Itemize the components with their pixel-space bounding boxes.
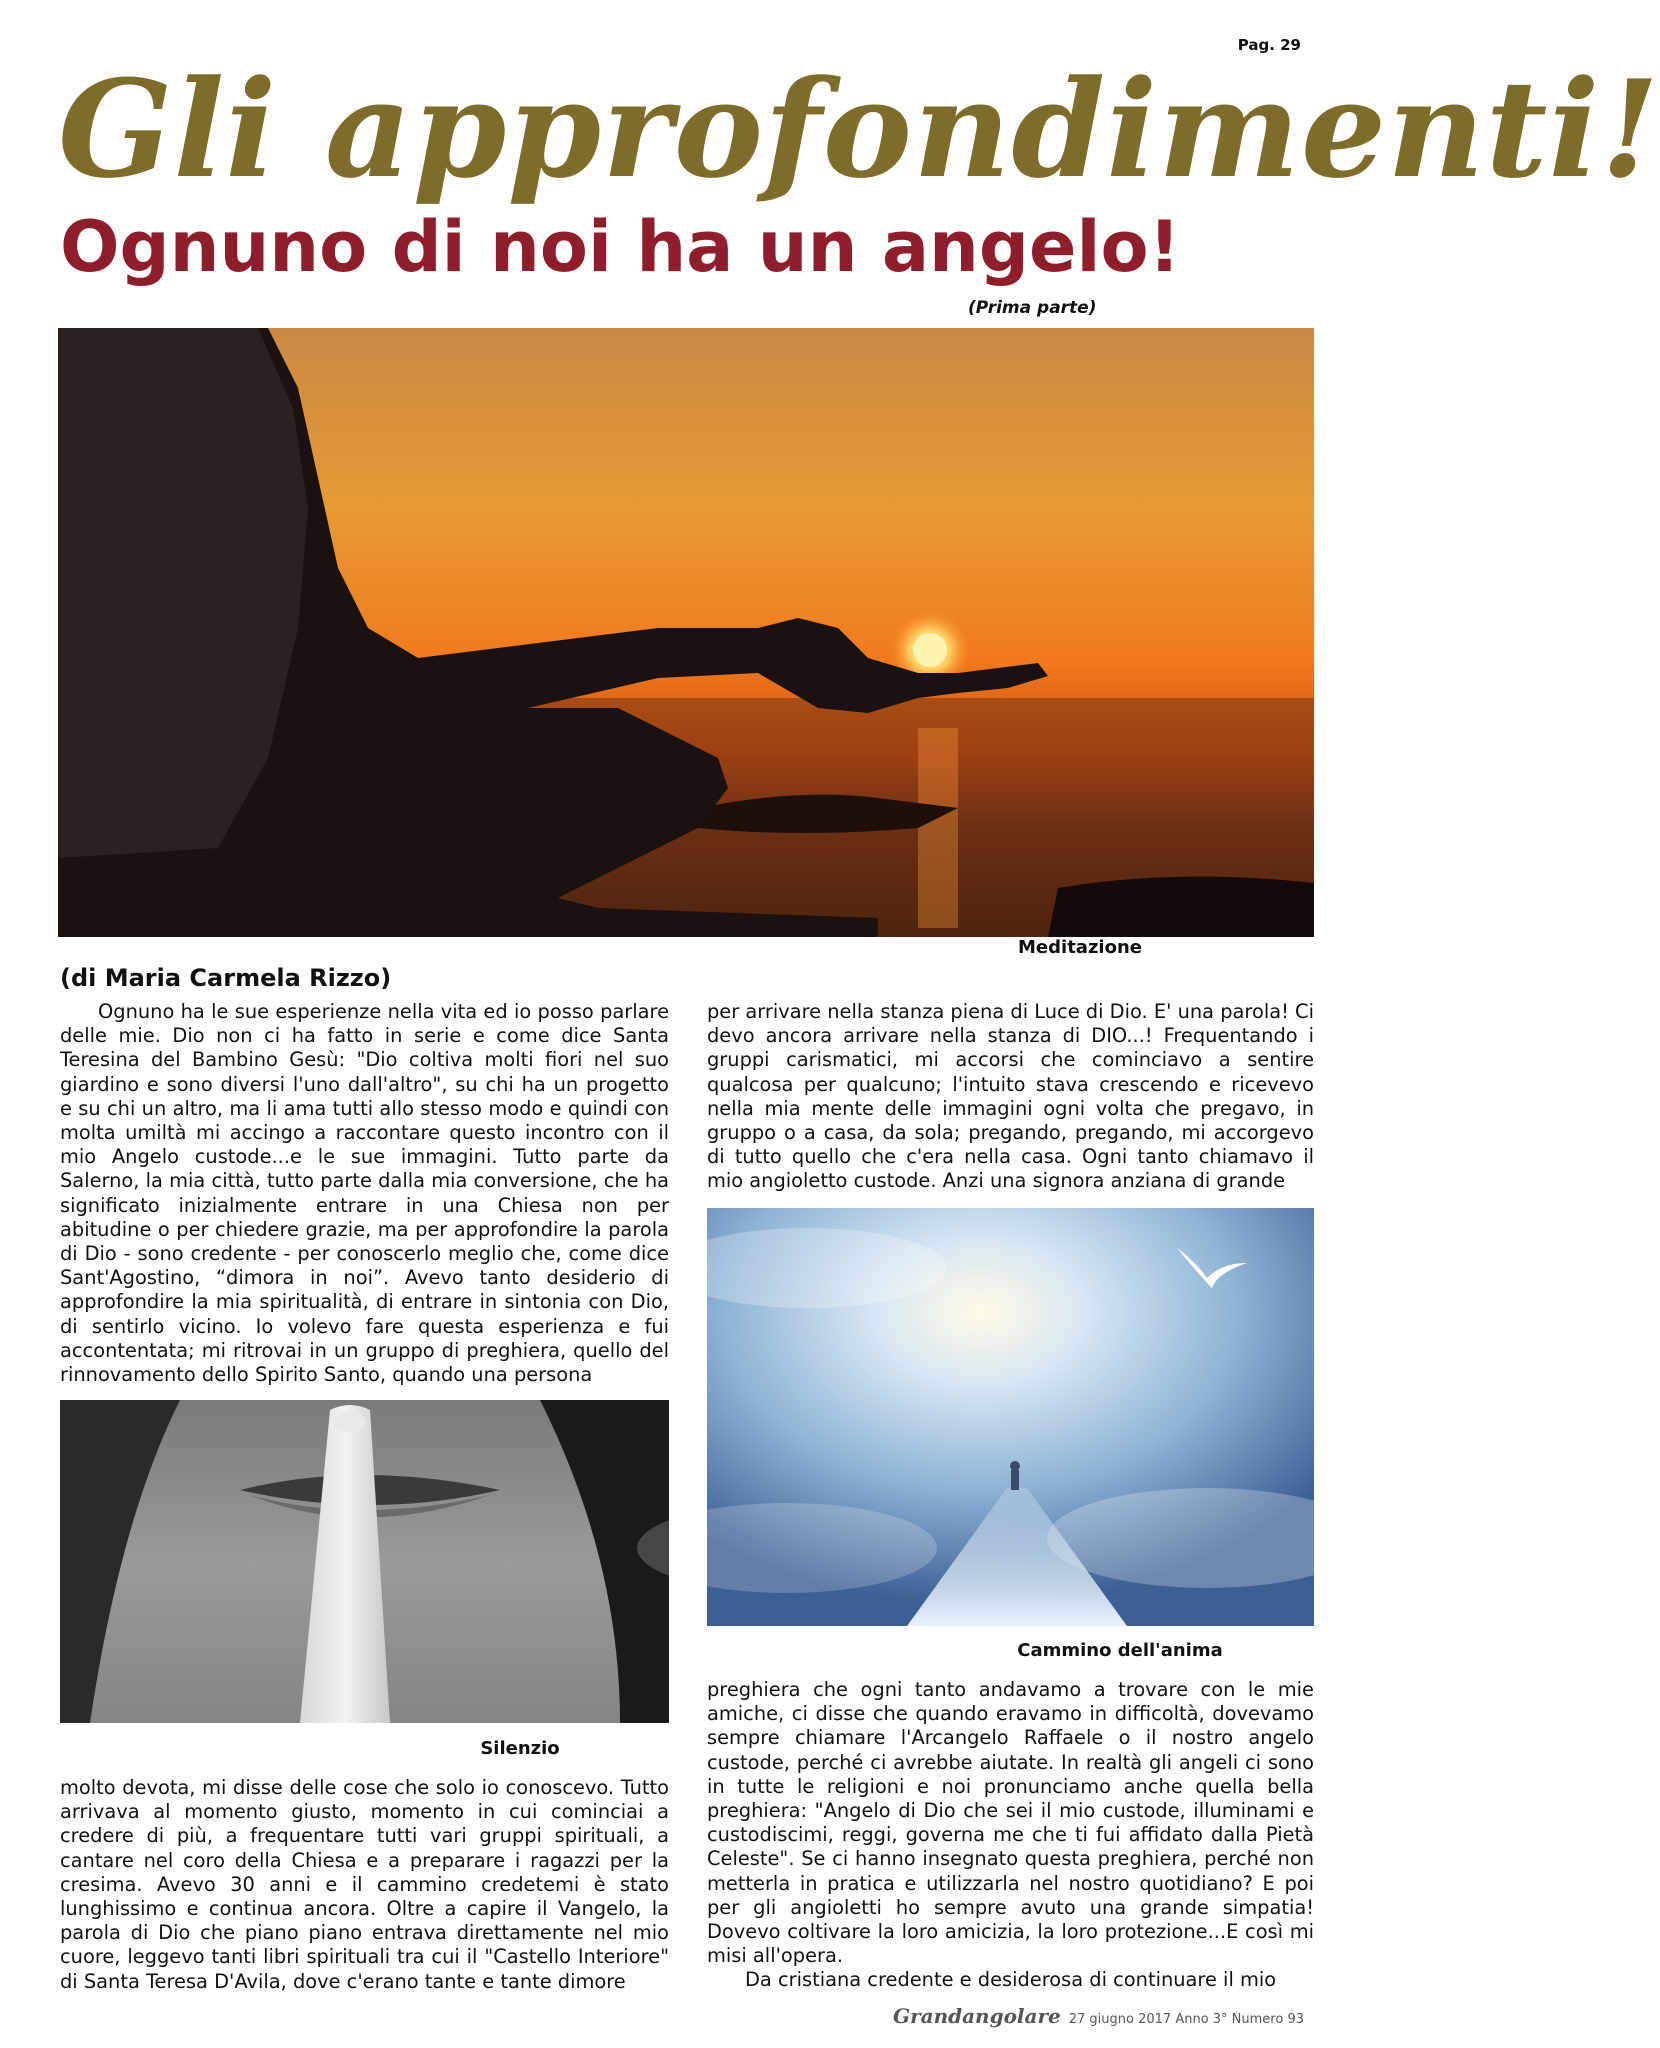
section-title: Gli approfondimenti! — [58, 50, 1660, 208]
article-paragraph: preghiera che ogni tanto andavamo a trovare con le mie amiche, ci disse che quando eravamo in difficoltà, dovevamo sempre chiamare l'Arcangelo Raffaele o il nostro angelo custode, perché ci avrebbe aiutate. In realtà gli angeli ci sono in tutte le religioni e noi pronunciamo anche quella bella preghiera: "Angelo di Dio che sei il mio custode, illuminami e custodiscimi, reggi, governa me che ti fui affidato dalla Pietà Celeste". Se ci hanno insegnato questa preghiera, perché non metterla in pratica e utilizzarla nel nostro quotidiano? E poi per gli angioletti ho sempre avuto una grande simpatia! Dovevo coltivare la loro amicizia, la loro protezione...E così mi misi all'opera. — [707, 1678, 1314, 1968]
footer-brand: Grandangolare — [893, 2004, 1061, 2028]
article-paragraph: per arrivare nella stanza piena di Luce di Dio. E' una parola! Ci devo ancora arrivare nella stanza di DIO...! Frequentando i gruppi carismatici, mi accorsi che cominciavo a sentire qualcosa per qualcuno; l'intuito stava crescendo e ricevevo nella mia mente delle immagini ogni volta che pregavo, in gruppo o a casa, da sola; pregando, pregando, mi accorgevo di tutto quello che c'era nella casa. Ogni tanto chiamavo il mio angioletto custode. Anzi una signora anziana di grande — [707, 1000, 1314, 1193]
article-column-2-bottom — [707, 1678, 1314, 1993]
article-subtitle: (Prima parte) — [968, 298, 1097, 318]
article-paragraph: Da cristiana credente e desiderosa di continuare il mio — [745, 1968, 1277, 1992]
page-footer — [893, 2004, 1304, 2028]
soul-path-caption: Cammino dell'anima — [1017, 1640, 1223, 1661]
article-column-1-bottom — [60, 1776, 669, 1994]
meditation-caption: Meditazione — [1018, 937, 1142, 958]
article-column-2-top — [707, 1000, 1314, 1194]
silence-finger-lips-photo — [60, 1400, 669, 1723]
silence-caption: Silenzio — [480, 1738, 560, 1759]
meditation-sunset-photo — [58, 328, 1314, 937]
article-headline: Ognuno di noi ha un angelo! — [60, 206, 1181, 288]
page-number: Pag. 29 — [1237, 36, 1301, 54]
footer-issue: 27 giugno 2017 Anno 3° Numero 93 — [1068, 2012, 1304, 2027]
article-paragraph: molto devota, mi disse delle cose che solo io conoscevo. Tutto arrivava al momento giusto, momento in cui cominciai a credere di più, a frequentare tutti vari gruppi spirituali, a cantare nel coro della Chiesa e a preparare i ragazzi per la cresima. Avevo 30 anni e il cammino credetemi è stato lunghissimo e continua ancora. Oltre a capire il Vangelo, la parola di Dio che piano piano entrava direttamente nel mio cuore, leggevo tanti libri spirituali tra cui il "Castello Interiore" di Santa Teresa D'Avila, dove c'erano tante e tante dimore — [60, 1776, 669, 1993]
article-author: (di Maria Carmela Rizzo) — [60, 964, 392, 992]
article-column-1-top — [60, 1000, 669, 1387]
soul-path-sky-photo — [707, 1208, 1314, 1626]
article-paragraph: Ognuno ha le sue esperienze nella vita ed io posso parlare delle mie. Dio non ci ha fatto in serie e come dice Santa Teresina del Bambino Gesù: "Dio coltiva molti fiori nel suo giardino e sono diversi l'uno dall'altro", su chi ha un progetto e su chi un altro, ma li ama tutti allo stesso modo e quindi con molta umiltà mi accingo a raccontare questo incontro con il mio Angelo custode...e le sue immagini. Tutto parte da Salerno, la mia città, tutto parte dalla mia conversione, che ha significato inizialmente entrare in una Chiesa non per abitudine o per chiedere grazie, ma per approfondire la parola di Dio - sono credente - per conoscerlo meglio che, come dice Sant'Agostino, “dimora in noi”. Avevo tanto desiderio di approfondire la mia spiritualità, di entrare in sintonia con Dio, di sentirlo vicino. Io volevo fare questa esperienza e fui accontentata; mi ritrovai in un gruppo di preghiera, quello del rinnovamento dello Spirito Santo, quando una persona — [60, 1000, 669, 1387]
